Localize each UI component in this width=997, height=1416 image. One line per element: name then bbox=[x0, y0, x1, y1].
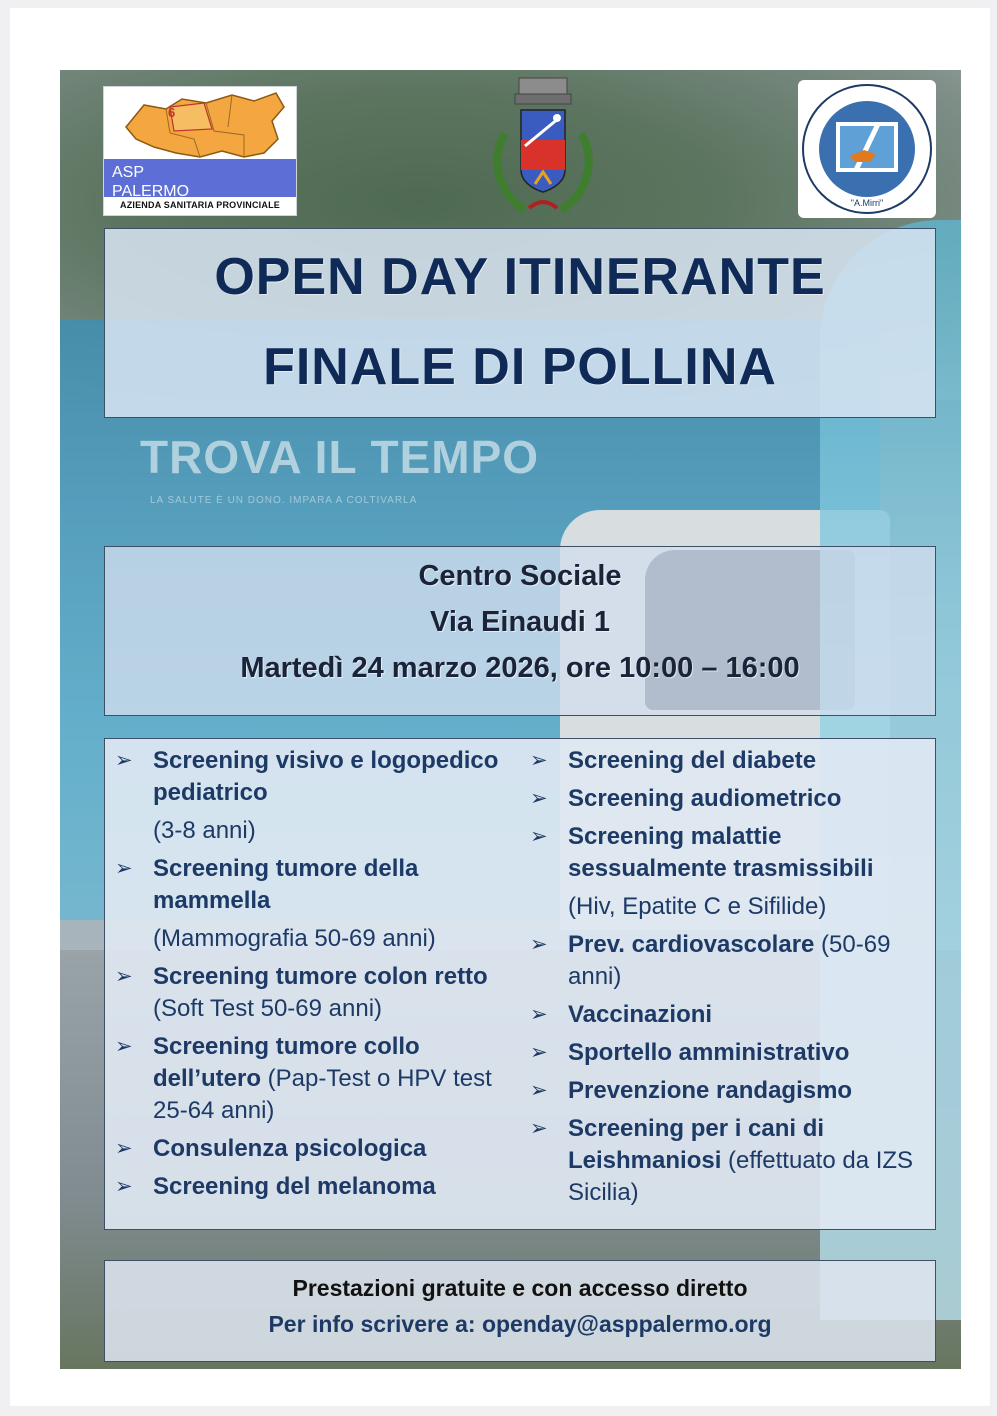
service-name: Vaccinazioni bbox=[568, 1001, 713, 1028]
service-name: Screening tumore colon retto bbox=[153, 963, 488, 990]
arrow-bullet-icon: ➢ bbox=[530, 1117, 548, 1140]
location-box bbox=[104, 546, 936, 716]
service-item bbox=[530, 783, 930, 815]
asp-name bbox=[112, 163, 189, 201]
contact-email-line[interactable]: Per info scrivere a: openday@asppalermo.org bbox=[268, 1311, 772, 1337]
asp-subtitle: AZIENDA SANITARIA PROVINCIALE bbox=[120, 200, 280, 210]
service-name: Prevenzione randagismo bbox=[568, 1077, 853, 1104]
arrow-bullet-icon: ➢ bbox=[115, 749, 133, 772]
service-item bbox=[115, 1031, 520, 1127]
service-item bbox=[530, 821, 930, 923]
asp-palermo-logo bbox=[103, 86, 297, 216]
arrow-bullet-icon: ➢ bbox=[115, 1035, 133, 1058]
arrow-bullet-icon: ➢ bbox=[530, 825, 548, 848]
arrow-bullet-icon: ➢ bbox=[530, 1003, 548, 1026]
service-item bbox=[530, 745, 930, 777]
arrow-bullet-icon: ➢ bbox=[530, 1079, 548, 1102]
asp-name-line2: PALERMO bbox=[112, 183, 190, 200]
background-truck-text: TROVA IL TEMPO bbox=[140, 431, 540, 483]
service-item bbox=[115, 745, 520, 847]
poster bbox=[60, 70, 961, 1369]
service-name: Screening tumore della mammella bbox=[153, 855, 419, 914]
arrow-bullet-icon: ➢ bbox=[530, 749, 548, 772]
service-name: Consulenza psicologica bbox=[153, 1135, 427, 1162]
title-line1: OPEN DAY ITINERANTE bbox=[214, 248, 826, 306]
service-item bbox=[115, 1171, 520, 1203]
location-address: Via Einaudi 1 bbox=[430, 606, 610, 638]
service-item bbox=[115, 1133, 520, 1165]
location-place: Centro Sociale bbox=[418, 560, 622, 592]
arrow-bullet-icon: ➢ bbox=[115, 1175, 133, 1198]
service-note: (Mammografia 50-69 anni) bbox=[153, 925, 436, 952]
service-name: Screening malattie sessualmente trasmissibili bbox=[568, 823, 874, 882]
service-name: Screening tumore collo dell’utero bbox=[153, 1033, 420, 1092]
service-detail: (Pap-Test o HPV test 25-64 anni) bbox=[153, 1065, 492, 1124]
footer-box bbox=[104, 1260, 936, 1362]
service-detail: (50-69 anni) bbox=[568, 931, 891, 990]
services-box bbox=[104, 738, 936, 1230]
asp-district-number: 6 bbox=[168, 105, 176, 120]
service-item bbox=[115, 853, 520, 955]
title-line2: FINALE DI POLLINA bbox=[263, 338, 777, 396]
municipal-crest-icon bbox=[485, 74, 601, 224]
page bbox=[10, 8, 990, 1406]
service-name: Screening del melanoma bbox=[153, 1173, 436, 1200]
service-item bbox=[530, 1037, 930, 1069]
event-datetime: Martedì 24 marzo 2026, ore 10:00 – 16:00 bbox=[240, 652, 800, 684]
service-item bbox=[115, 961, 520, 1025]
arrow-bullet-icon: ➢ bbox=[115, 965, 133, 988]
service-name: Sportello amministrativo bbox=[568, 1039, 850, 1066]
service-name: Screening del diabete bbox=[568, 747, 817, 774]
service-name: Screening per i cani di Leishmaniosi bbox=[568, 1115, 825, 1174]
service-name: Screening visivo e logopedico pediatrico bbox=[153, 747, 499, 806]
service-name: Prev. cardiovascolare bbox=[568, 931, 815, 958]
background-truck-subtext: LA SALUTE È UN DONO. IMPARA A COLTIVARLA bbox=[150, 495, 418, 506]
arrow-bullet-icon: ➢ bbox=[115, 1137, 133, 1160]
service-item bbox=[530, 1113, 930, 1209]
services-right-column bbox=[530, 745, 930, 1215]
service-item bbox=[530, 1075, 930, 1107]
services-left-column bbox=[115, 745, 520, 1209]
arrow-bullet-icon: ➢ bbox=[115, 857, 133, 880]
arrow-bullet-icon: ➢ bbox=[530, 787, 548, 810]
izs-sicilia-logo bbox=[798, 80, 936, 218]
service-item bbox=[530, 999, 930, 1031]
free-access-note: Prestazioni gratuite e con accesso diretto bbox=[292, 1275, 748, 1301]
service-note: (3-8 anni) bbox=[153, 817, 256, 844]
sicily-map-icon bbox=[104, 87, 296, 162]
asp-name-line1: ASP bbox=[112, 164, 145, 181]
service-detail: (effettuato da IZS Sicilia) bbox=[568, 1147, 914, 1206]
title-box bbox=[104, 228, 936, 418]
service-name: Screening audiometrico bbox=[568, 785, 842, 812]
arrow-bullet-icon: ➢ bbox=[530, 933, 548, 956]
service-note: (Hiv, Epatite C e Sifilide) bbox=[568, 893, 827, 920]
service-item bbox=[530, 929, 930, 993]
izs-bottom-label: "A.Mirri" bbox=[850, 198, 884, 208]
arrow-bullet-icon: ➢ bbox=[530, 1041, 548, 1064]
service-detail: (Soft Test 50-69 anni) bbox=[153, 995, 383, 1022]
